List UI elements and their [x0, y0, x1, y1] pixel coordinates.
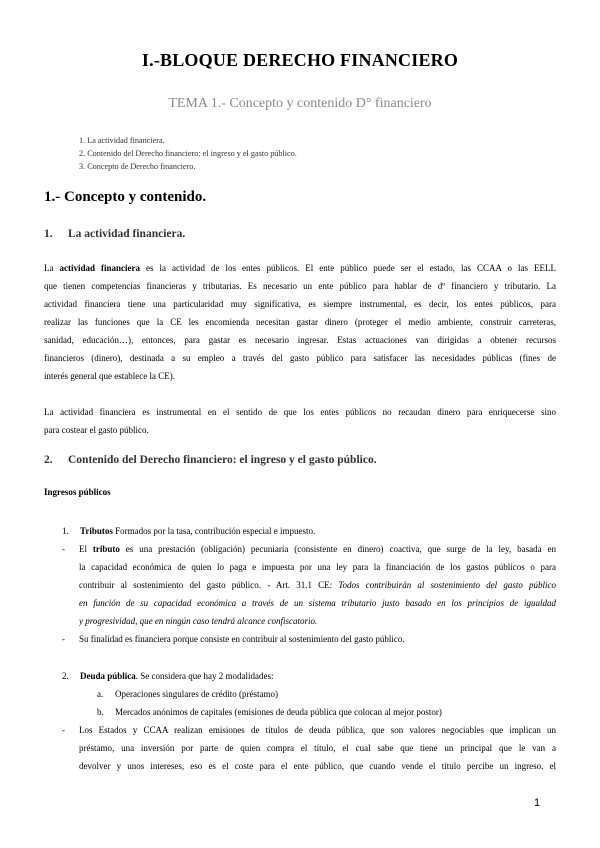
paragraph-line: actividad financiera tiene una particularidad muy significativa, es siempre instrumental, es decir, los entes públicos, para	[44, 299, 556, 309]
text-run: contribuir al sostenimiento del gasto público. - Art. 31.1 CE:	[79, 580, 339, 590]
bold-term: Deuda pública	[80, 671, 136, 681]
paragraph-line: para costear el gasto público.	[44, 425, 149, 435]
text-run: Operaciones singulares de crédito (préstamo)	[115, 689, 278, 699]
paragraph-actividad-financiera	[44, 259, 556, 385]
list-item-tributos	[62, 522, 315, 540]
paragraph-line: interés general que establece la CE).	[44, 371, 175, 381]
toc-item: 1. La actividad financiera.	[79, 136, 165, 145]
text-run: Mercados anónimos de capitales (emisiones de deuda pública que colocan al mejor postor)	[115, 707, 442, 717]
paragraph-instrumental	[44, 403, 556, 439]
paragraph-line	[79, 612, 556, 630]
subsection-heading-2	[44, 454, 377, 466]
bold-term: tributo	[92, 544, 120, 554]
text-run: El	[79, 544, 93, 554]
bullet-tributo	[79, 540, 556, 630]
tema-title: TEMA 1.- Concepto y contenido D° financiero	[168, 96, 432, 111]
paragraph-line: devolver y unos intereses, eso es el coste para el ente público, que cuando vende el título percibe un ingreso. el	[79, 761, 556, 771]
paragraph-line: financieros (dinero), destinada a su empleo a través del gasto público para satisfacer las necesidades públicas (fines de	[44, 353, 556, 363]
text-run: Formados por la tasa, contribución especial e impuesto.	[112, 526, 316, 536]
paragraph-line: realizar las funciones que la CE les encomienda necesitan gastar dinero (proteger el medio ambiente, construir carreteras,	[44, 317, 556, 327]
paragraph-line: sanidad, educación…), entonces, para gastar es necesario ingresar. Estas actuaciones van dirigidas a obtener recursos	[44, 335, 556, 345]
sub-item-b	[97, 703, 442, 721]
toc-item: 3. Concepto de Derecho financiero.	[79, 162, 196, 171]
document-title: I.-BLOQUE DERECHO FINANCIERO	[141, 50, 459, 70]
section-heading: 1.- Concepto y contenido.	[44, 189, 207, 205]
page-number: 1	[534, 797, 541, 809]
list-number: 1.	[62, 526, 69, 536]
paragraph-line: que tienen competencias financieras y tributarias. Es necesario un ente público para hablar de dº financiero y tributario. La	[44, 281, 556, 291]
paragraph-line	[79, 540, 556, 558]
table-of-contents	[79, 134, 297, 173]
bullet-deuda-publica	[79, 721, 556, 775]
bold-term: Tributos	[80, 526, 113, 536]
paragraph-line	[79, 594, 556, 612]
dash-bullet: -	[62, 725, 65, 735]
ingresos-heading: Ingresos públicos	[44, 487, 111, 497]
paragraph-line: La actividad financiera es instrumental en el sentido de que los entes públicos no recaudan dinero para enriquecerse sino	[44, 407, 556, 417]
list-item-deuda	[62, 667, 274, 685]
paragraph-line: la capacidad económica de quien lo paga e impuesta por una ley para la financiación de los gastos públicos o para	[79, 562, 556, 572]
text-run: es una prestación (obligación) pecuniaria (consistente en dinero) coactiva, que surge de la ley, basada en	[119, 544, 556, 554]
bold-term: actividad financiera	[59, 263, 140, 273]
text-run: La	[44, 263, 60, 273]
subsection-number: 1.	[44, 228, 53, 240]
italic-quote: y progresividad, que en ningún caso tendrá alcance confiscatorio.	[79, 616, 318, 626]
toc-item: 2. Contenido del Derecho financiero: el ingreso y el gasto público.	[79, 149, 297, 158]
dash-bullet: -	[62, 544, 65, 554]
sub-item-label: b.	[97, 707, 104, 717]
subsection-title: La actividad financiera.	[68, 228, 186, 240]
text-run: . Se considera que hay 2 modalidades:	[135, 671, 274, 681]
list-number: 2.	[62, 671, 69, 681]
paragraph-line: Los Estados y CCAA realizan emisiones de títulos de deuda pública, que son valores negociables que implican un	[79, 725, 556, 735]
italic-quote: Todos contribuirán al sostenimiento del gasto público	[338, 580, 556, 590]
sub-item-label: a.	[97, 689, 104, 699]
bullet-finalidad	[79, 630, 556, 648]
text-run: es la actividad de los entes públicos. El ente público puede ser el estado, las CCAA o las EELL	[140, 263, 556, 273]
subsection-heading-1	[44, 228, 185, 240]
subsection-number: 2.	[44, 454, 53, 466]
dash-bullet: -	[62, 634, 65, 644]
paragraph-line: Su finalidad es financiera porque consiste en contribuir al sostenimiento del gasto público.	[79, 634, 405, 644]
sub-item-a	[97, 685, 278, 703]
paragraph-line	[44, 259, 556, 277]
italic-quote: en función de su capacidad económica a través de un sistema tributario justo basado en los principios de igualdad	[79, 598, 556, 608]
paragraph-line	[79, 576, 556, 594]
subsection-title: Contenido del Derecho financiero: el ingreso y el gasto público.	[68, 454, 377, 466]
paragraph-line: préstamo, una inversión por parte de quien compra el título, el cual sabe que tiene un principal que le van a	[79, 743, 556, 753]
